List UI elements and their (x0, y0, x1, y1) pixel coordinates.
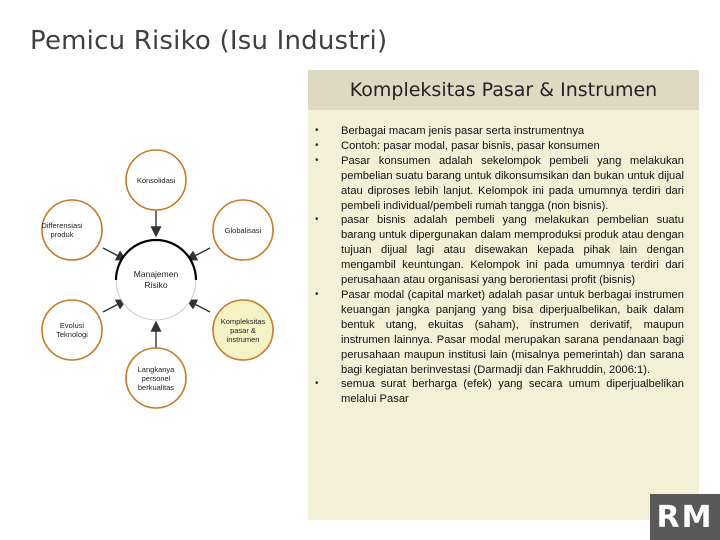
bullet-item (310, 288, 684, 377)
bullet-text: semua surat berharga (efek) yang secara umum diperjualbelikan melalui Pasar (341, 378, 684, 406)
bullet-text: Berbagai macam jenis pasar serta instrumentnya (341, 125, 585, 137)
arrow-kompleksitas (187, 300, 210, 312)
bullet-dot-icon: • (315, 125, 319, 136)
node-konsolidasi-label: Konsolidasi (136, 175, 176, 185)
bullet-dot-icon: • (315, 378, 319, 390)
node-langkanya-label: Langkanya personel berkualitas (137, 364, 175, 392)
bullet-dot-icon: • (315, 154, 319, 166)
center-node-label: Manajemen Risiko (133, 269, 179, 290)
panel-header: Kompleksitas Pasar & Instrumen (308, 70, 699, 110)
slide-title: Pemicu Risiko (Isu Industri) (30, 26, 388, 56)
bullet-text: Pasar modal (capital market) adalah pasar untuk berbagai instrumen keuangan jangka panjang yang bisa diperjualbelikan, baik dalam bentuk utang, ekuitas (saham), instrumen derivatif, maupun instrumen lainnya. Pasar modal merupakan sarana pendanaan bagi perusahaan maupun institusi lain (misalnya pemerintah) dan sarana bagi kegiatan berinvestasi (Darmadji dan Fakhruddin, 2006:1). (341, 288, 684, 376)
bullet-text: pasar bisnis adalah pembeli yang melakukan pembelian suatu barang untuk dipergunakan dalam memproduksi produk atau dengan tujuan dijual lagi atau disewakan kepada pihak lain dengan mengambil keuntungan. Kelompok ini pada umumnya terdiri dari perusahaan atau organisasi yang berorientasi profit (bisnis) (341, 214, 684, 287)
bullet-item (310, 154, 684, 214)
node-evolusi-label: Evolusi Teknologi (56, 321, 88, 339)
bullet-dot-icon: • (315, 139, 319, 151)
node-globalisasi-label: Globalisasi (224, 225, 262, 235)
bullet-text: Pasar konsumen adalah sekelompok pembeli yang melakukan pembelian suatu barang untuk dikonsumsikan dan bukan untuk dijual atau diproses lebih lanjut. Kelompok ini pada umumnya terdiri dari pembeli individual/pembeli rumah tangga (non bisnis). (341, 154, 684, 212)
rm-logo: RM (650, 494, 720, 540)
bullet-list (310, 124, 684, 407)
bullet-item (310, 213, 684, 288)
bullet-item (310, 139, 684, 154)
bullet-item (310, 124, 684, 139)
node-kompleksitas-label: Kompleksitas pasar & instrumen (220, 316, 266, 344)
bullet-dot-icon: • (315, 214, 319, 226)
bullet-text: Contoh: pasar modal, pasar bisnis, pasar konsumen (341, 139, 600, 152)
bullet-item (310, 377, 684, 407)
bullet-dot-icon: • (315, 288, 319, 300)
node-differensiasi-label: Differensiasi produk (41, 221, 83, 239)
